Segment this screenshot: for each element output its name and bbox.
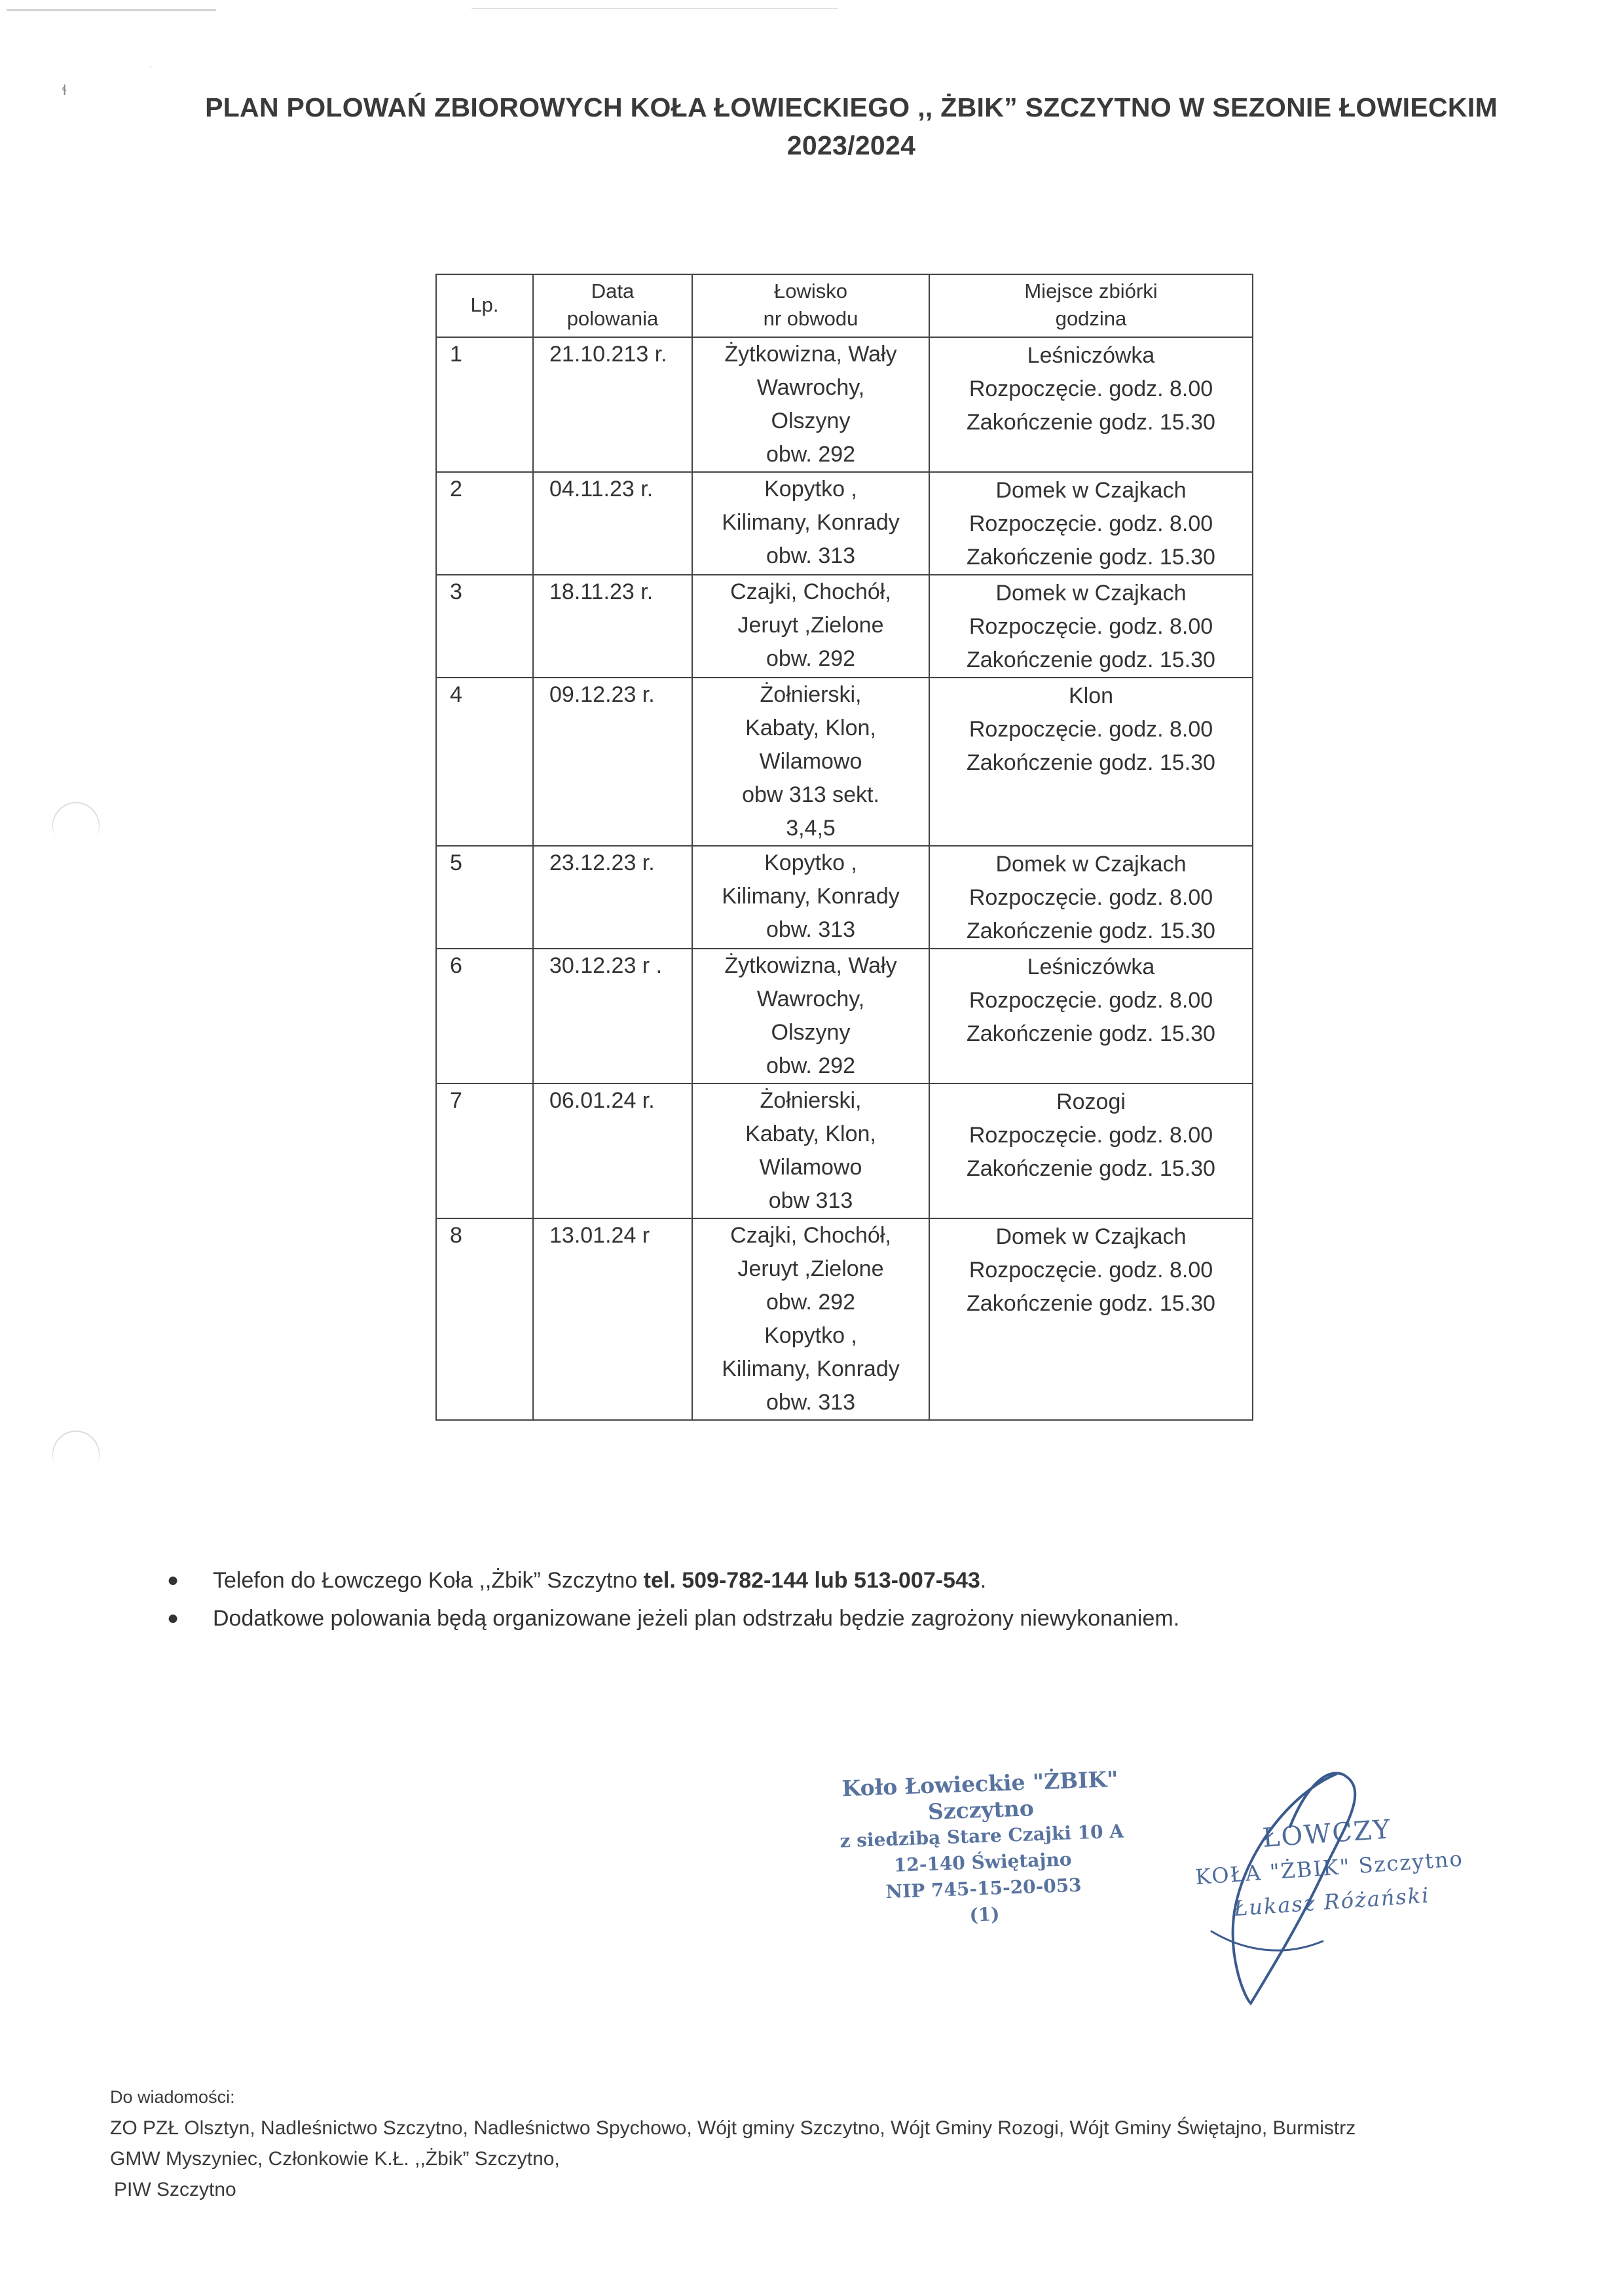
cell-area-line: Żytkowizna, Wały [724,953,897,978]
cell-lp [436,1218,533,1420]
cell-place-line: Rozpoczęcie. godz. 8.00 [969,1258,1213,1283]
cell-date [533,575,692,678]
cell-area-line: Kopytko , [764,1323,857,1348]
cell-place-line: Leśniczówka [1027,343,1155,368]
cell-area-line: obw. 313 [766,543,856,568]
cell-place-line: Rozpoczęcie. godz. 8.00 [969,376,1213,401]
cell-area [692,337,929,472]
cell-place-line: Domek w Czajkach [995,478,1187,503]
cell-area-line: Czajki, Chochół, [730,1223,891,1248]
cell-place [929,1084,1253,1218]
distribution-label: Do wiadomości: [110,2087,235,2107]
distribution-line-1: ZO PZŁ Olsztyn, Nadleśnictwo Szczytno, Nadleśnictwo Spychowo, Wójt gminy Szczytno, Wójt Gminy Rozogi, Wójt Gminy Świętajno, Burmistrz [110,2117,1356,2139]
cell-place [929,846,1253,949]
table-row [436,337,1253,472]
cell-area-line: obw. 292 [766,1053,856,1078]
scan-speck: ɬ [62,82,67,98]
cell-date [533,472,692,575]
header-lp: Lp. [436,274,533,337]
cell-lp-text: 8 [450,1223,462,1248]
cell-area [692,575,929,678]
table-row [436,1218,1253,1420]
cell-lp-text: 7 [450,1088,462,1113]
club-stamp: Koło Łowieckie "ŻBIK" Szczytno z siedzibą Stare Czajki 10 A 12-140 Świętajno NIP 745-15-20-053 (1) [839,1766,1124,1926]
bullet-icon: ● [167,1569,179,1591]
cell-place-line: Zakończenie godz. 15.30 [967,919,1215,943]
cell-area-line: Wilamowo [759,749,862,774]
cell-place-line: Rozpoczęcie. godz. 8.00 [969,885,1213,910]
cell-date-text: 30.12.23 r . [549,953,663,978]
cell-area [692,846,929,949]
cell-lp [436,846,533,949]
cell-place-line: Rozogi [1056,1089,1126,1114]
cell-area-line: obw. 292 [766,646,856,671]
header-place: Miejsce zbiórki godzina [929,274,1253,337]
cell-lp-text: 2 [450,477,462,501]
cell-area-line: Wilamowo [759,1155,862,1180]
table-row [436,678,1253,846]
cell-place-line: Rozpoczęcie. godz. 8.00 [969,511,1213,536]
cell-area [692,1084,929,1218]
scan-edge-mark [471,8,838,9]
distribution-list [110,2082,1356,2205]
cell-area [692,678,929,846]
cell-place-line: Zakończenie godz. 15.30 [967,647,1215,672]
cell-place-line: Zakończenie godz. 15.30 [967,410,1215,435]
cell-date-text: 23.12.23 r. [549,850,655,875]
page-title [0,88,1624,164]
cell-date-text: 18.11.23 r. [549,579,654,604]
cell-area-line: Czajki, Chochół, [730,579,891,604]
cell-area-line: Żołnierski, [760,682,862,707]
cell-place-line: Rozpoczęcie. godz. 8.00 [969,614,1213,639]
cell-area [692,1218,929,1420]
table-row [436,575,1253,678]
punch-hole-mark [43,792,109,859]
cell-area-line: Kabaty, Klon, [745,716,876,740]
title-line-1: PLAN POLOWAŃ ZBIOROWYCH KOŁA ŁOWIECKIEGO ,, ŻBIK” SZCZYTNO W SEZONIE ŁOWIECKIM [205,92,1498,122]
cell-date [533,846,692,949]
table-row [436,1084,1253,1218]
official-stamp: ŁOWCZY KOŁA "ŻBIK" Szczytno Łukasz Różański [1194,1814,1464,1922]
cell-place-line: Zakończenie godz. 15.30 [967,1021,1215,1046]
cell-place [929,1218,1253,1420]
cell-date-text: 04.11.23 r. [549,477,654,501]
cell-place-line: Domek w Czajkach [995,1224,1187,1249]
header-date: Data polowania [533,274,692,337]
cell-date [533,678,692,846]
cell-area-line: obw. 292 [766,442,856,467]
punch-hole-mark [43,1421,109,1487]
cell-area-line: Kilimany, Konrady [722,510,900,535]
cell-place-line: Rozpoczęcie. godz. 8.00 [969,1123,1213,1148]
note-phone: ● Telefon do Łowczego Koła ,,Żbik” Szczytno tel. 509-782-144 lub 513-007-543. [167,1561,1179,1599]
cell-date-text: 21.10.213 r. [549,342,667,367]
cell-place [929,337,1253,472]
cell-area [692,472,929,575]
distribution-line-3: PIW Szczytno [114,2179,236,2200]
scan-speck: ˈ [149,64,153,75]
cell-lp [436,678,533,846]
cell-date-text: 13.01.24 r [549,1223,650,1248]
header-area: Łowisko nr obwodu [692,274,929,337]
note-extra-hunts: ● Dodatkowe polowania będą organizowane jeżeli plan odstrzału będzie zagrożony niewykonaniem. [167,1599,1179,1637]
cell-area-line: Wawrochy, [756,987,865,1011]
title-line-2: 2023/2024 [786,130,916,160]
cell-lp [436,949,533,1084]
cell-place-line: Zakończenie godz. 15.30 [967,750,1215,775]
cell-lp-text: 6 [450,953,462,978]
cell-lp [436,337,533,472]
cell-area-line: obw. 292 [766,1290,856,1315]
cell-lp-text: 4 [450,682,462,707]
bullet-icon: ● [167,1607,179,1629]
cell-area-line: Wawrochy, [756,375,865,400]
phone-numbers: tel. 509-782-144 lub 513-007-543 [643,1568,980,1593]
cell-place-line: Domek w Czajkach [995,581,1187,606]
cell-area-line: obw. 313 [766,917,856,942]
cell-area-line: Olszyny [771,409,851,433]
cell-date-text: 06.01.24 r. [549,1088,655,1113]
cell-place [929,949,1253,1084]
cell-area-line: Olszyny [771,1020,851,1045]
cell-place-line: Rozpoczęcie. godz. 8.00 [969,988,1213,1013]
cell-place-line: Zakończenie godz. 15.30 [967,1156,1215,1181]
cell-area-line: Kopytko , [764,850,857,875]
cell-area-line: obw 313 sekt. [742,782,879,807]
cell-place-line: Rozpoczęcie. godz. 8.00 [969,717,1213,742]
cell-area-line: 3,4,5 [786,816,836,841]
cell-place-line: Zakończenie godz. 15.30 [967,1291,1215,1316]
cell-place [929,678,1253,846]
cell-area-line: Kilimany, Konrady [722,1357,900,1381]
table-row [436,949,1253,1084]
cell-area-line: obw. 313 [766,1390,856,1415]
cell-place [929,575,1253,678]
cell-area-line: Kilimany, Konrady [722,884,900,909]
cell-place-line: Domek w Czajkach [995,852,1187,877]
cell-date [533,1218,692,1420]
cell-lp-text: 3 [450,579,462,604]
table-header-row [436,274,1253,337]
cell-place-line: Leśniczówka [1027,955,1155,979]
handwritten-signature [1172,1755,1500,2016]
cell-lp [436,1084,533,1218]
cell-place-line: Zakończenie godz. 15.30 [967,545,1215,570]
cell-date [533,949,692,1084]
cell-lp [436,472,533,575]
cell-area-line: Jeruyt ,Zielone [737,613,884,638]
table-row [436,472,1253,575]
cell-area-line: Jeruyt ,Zielone [737,1256,884,1281]
cell-area-line: obw 313 [768,1188,853,1213]
notes-list [167,1561,1179,1637]
cell-date [533,337,692,472]
cell-area [692,949,929,1084]
hunting-plan-table [435,274,1253,1421]
cell-date [533,1084,692,1218]
cell-lp-text: 1 [450,342,462,367]
table-row [436,846,1253,949]
cell-date-text: 09.12.23 r. [549,682,655,707]
cell-place-line: Klon [1068,683,1114,708]
scan-edge-mark [7,9,216,11]
cell-area-line: Żołnierski, [760,1088,862,1113]
cell-area-line: Kopytko , [764,477,857,501]
cell-area-line: Żytkowizna, Wały [724,342,897,367]
cell-area-line: Kabaty, Klon, [745,1121,876,1146]
distribution-line-2: GMW Myszyniec, Członkowie K.Ł. ,,Żbik” Szczytno, [110,2148,560,2170]
cell-lp [436,575,533,678]
cell-place [929,472,1253,575]
cell-lp-text: 5 [450,850,462,875]
